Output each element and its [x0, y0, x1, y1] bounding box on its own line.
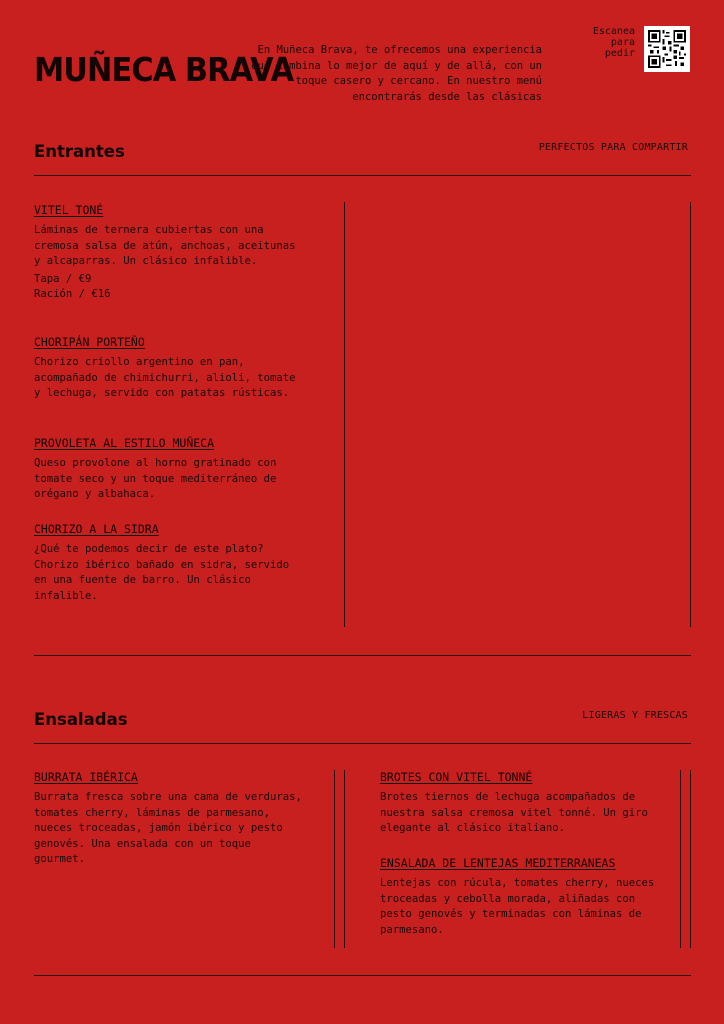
menu-item-title: CHORIZO A LA SIDRA — [34, 522, 159, 536]
column-divider — [690, 202, 691, 627]
menu-item-description: ¿Qué te podemos decir de este plato? Chorizo ibérico bañado en sidra, servido en una fuente de barro. Un clásico infalible. — [34, 543, 290, 602]
brand-logo: MUÑECA BRAVA — [34, 50, 294, 89]
column-divider — [344, 770, 345, 948]
section-tag-ensaladas: LIGERAS Y FRESCAS — [582, 710, 688, 721]
menu-item-title: BURRATA IBÉRICA — [34, 770, 138, 784]
qr-code-graphic — [648, 30, 686, 68]
column-divider — [334, 770, 335, 948]
menu-item-price: Ración / €16 — [34, 288, 111, 300]
menu-item-title: BROTES CON VITEL TONNÉ — [380, 770, 533, 784]
column-divider — [344, 202, 345, 627]
section-tag-entrantes: PERFECTOS PARA COMPARTIR — [538, 142, 688, 153]
qr-label-line: para — [610, 37, 635, 48]
menu-item-vitel-tone — [34, 203, 306, 303]
qr-label-line: pedir — [604, 48, 635, 59]
menu-item-provoleta — [34, 436, 306, 503]
column-divider — [690, 770, 691, 948]
menu-item-description: Brotes tiernos de lechuga acompañados de nuestra salsa cremosa vitel tonné. Un giro elegante al clásico italiano. — [380, 791, 648, 834]
menu-item-chorizo-sidra — [34, 522, 306, 604]
section-title-entrantes: Entrantes — [34, 142, 125, 161]
menu-item-description: Queso provolone al horno gratinado con tomate seco y un toque mediterráneo de orégano y albahaca. — [34, 457, 277, 500]
menu-item-price: Tapa / €9 — [34, 272, 92, 285]
section-divider — [34, 975, 691, 976]
menu-item-choripan — [34, 335, 306, 402]
section-divider — [34, 655, 691, 656]
section-divider — [34, 743, 691, 744]
menu-item-title: ENSALADA DE LENTEJAS MEDITERRANEAS — [380, 856, 616, 870]
menu-item-title: CHORIPÁN PORTEÑO — [34, 335, 145, 349]
menu-item-description: Burrata fresca sobre una cama de verduras, tomates cherry, láminas de parmesano, nueces troceadas, jamón ibérico y pesto genovés. Una ensalada con un toque gourmet. — [34, 791, 302, 865]
section-divider — [34, 175, 691, 176]
menu-item-lentejas — [380, 856, 665, 938]
qr-label — [585, 26, 635, 59]
menu-item-description: Láminas de ternera cubiertas con una cremosa salsa de atún, anchoas, aceitunas y alcaparras. Un clásico infalible. — [34, 224, 296, 267]
qr-label-line: Escanea — [592, 26, 635, 37]
menu-item-description: Lentejas con rúcula, tomates cherry, nueces troceadas y cebolla morada, aliñadas con pesto genovés y terminadas con láminas de parmesano. — [380, 877, 655, 936]
menu-item-brotes — [380, 770, 665, 837]
section-title-ensaladas: Ensaladas — [34, 710, 128, 729]
menu-item-title: PROVOLETA AL ESTILO MUÑECA — [34, 436, 215, 450]
qr-code-icon[interactable] — [644, 26, 690, 72]
intro-text: En Muñeca Brava, te ofrecemos una experiencia que combina lo mejor de aquí y de allá, con un toque casero y cercano. En nuestro menú encontrarás desde las clásicas — [251, 44, 542, 103]
menu-item-title: VITEL TONÉ — [34, 203, 104, 217]
column-divider — [680, 770, 681, 948]
menu-item-description: Chorizo criollo argentino en pan, acompañado de chimichurri, alioli, tomate y lechuga, servido con patatas rústicas. — [34, 356, 296, 399]
menu-item-burrata — [34, 770, 306, 868]
